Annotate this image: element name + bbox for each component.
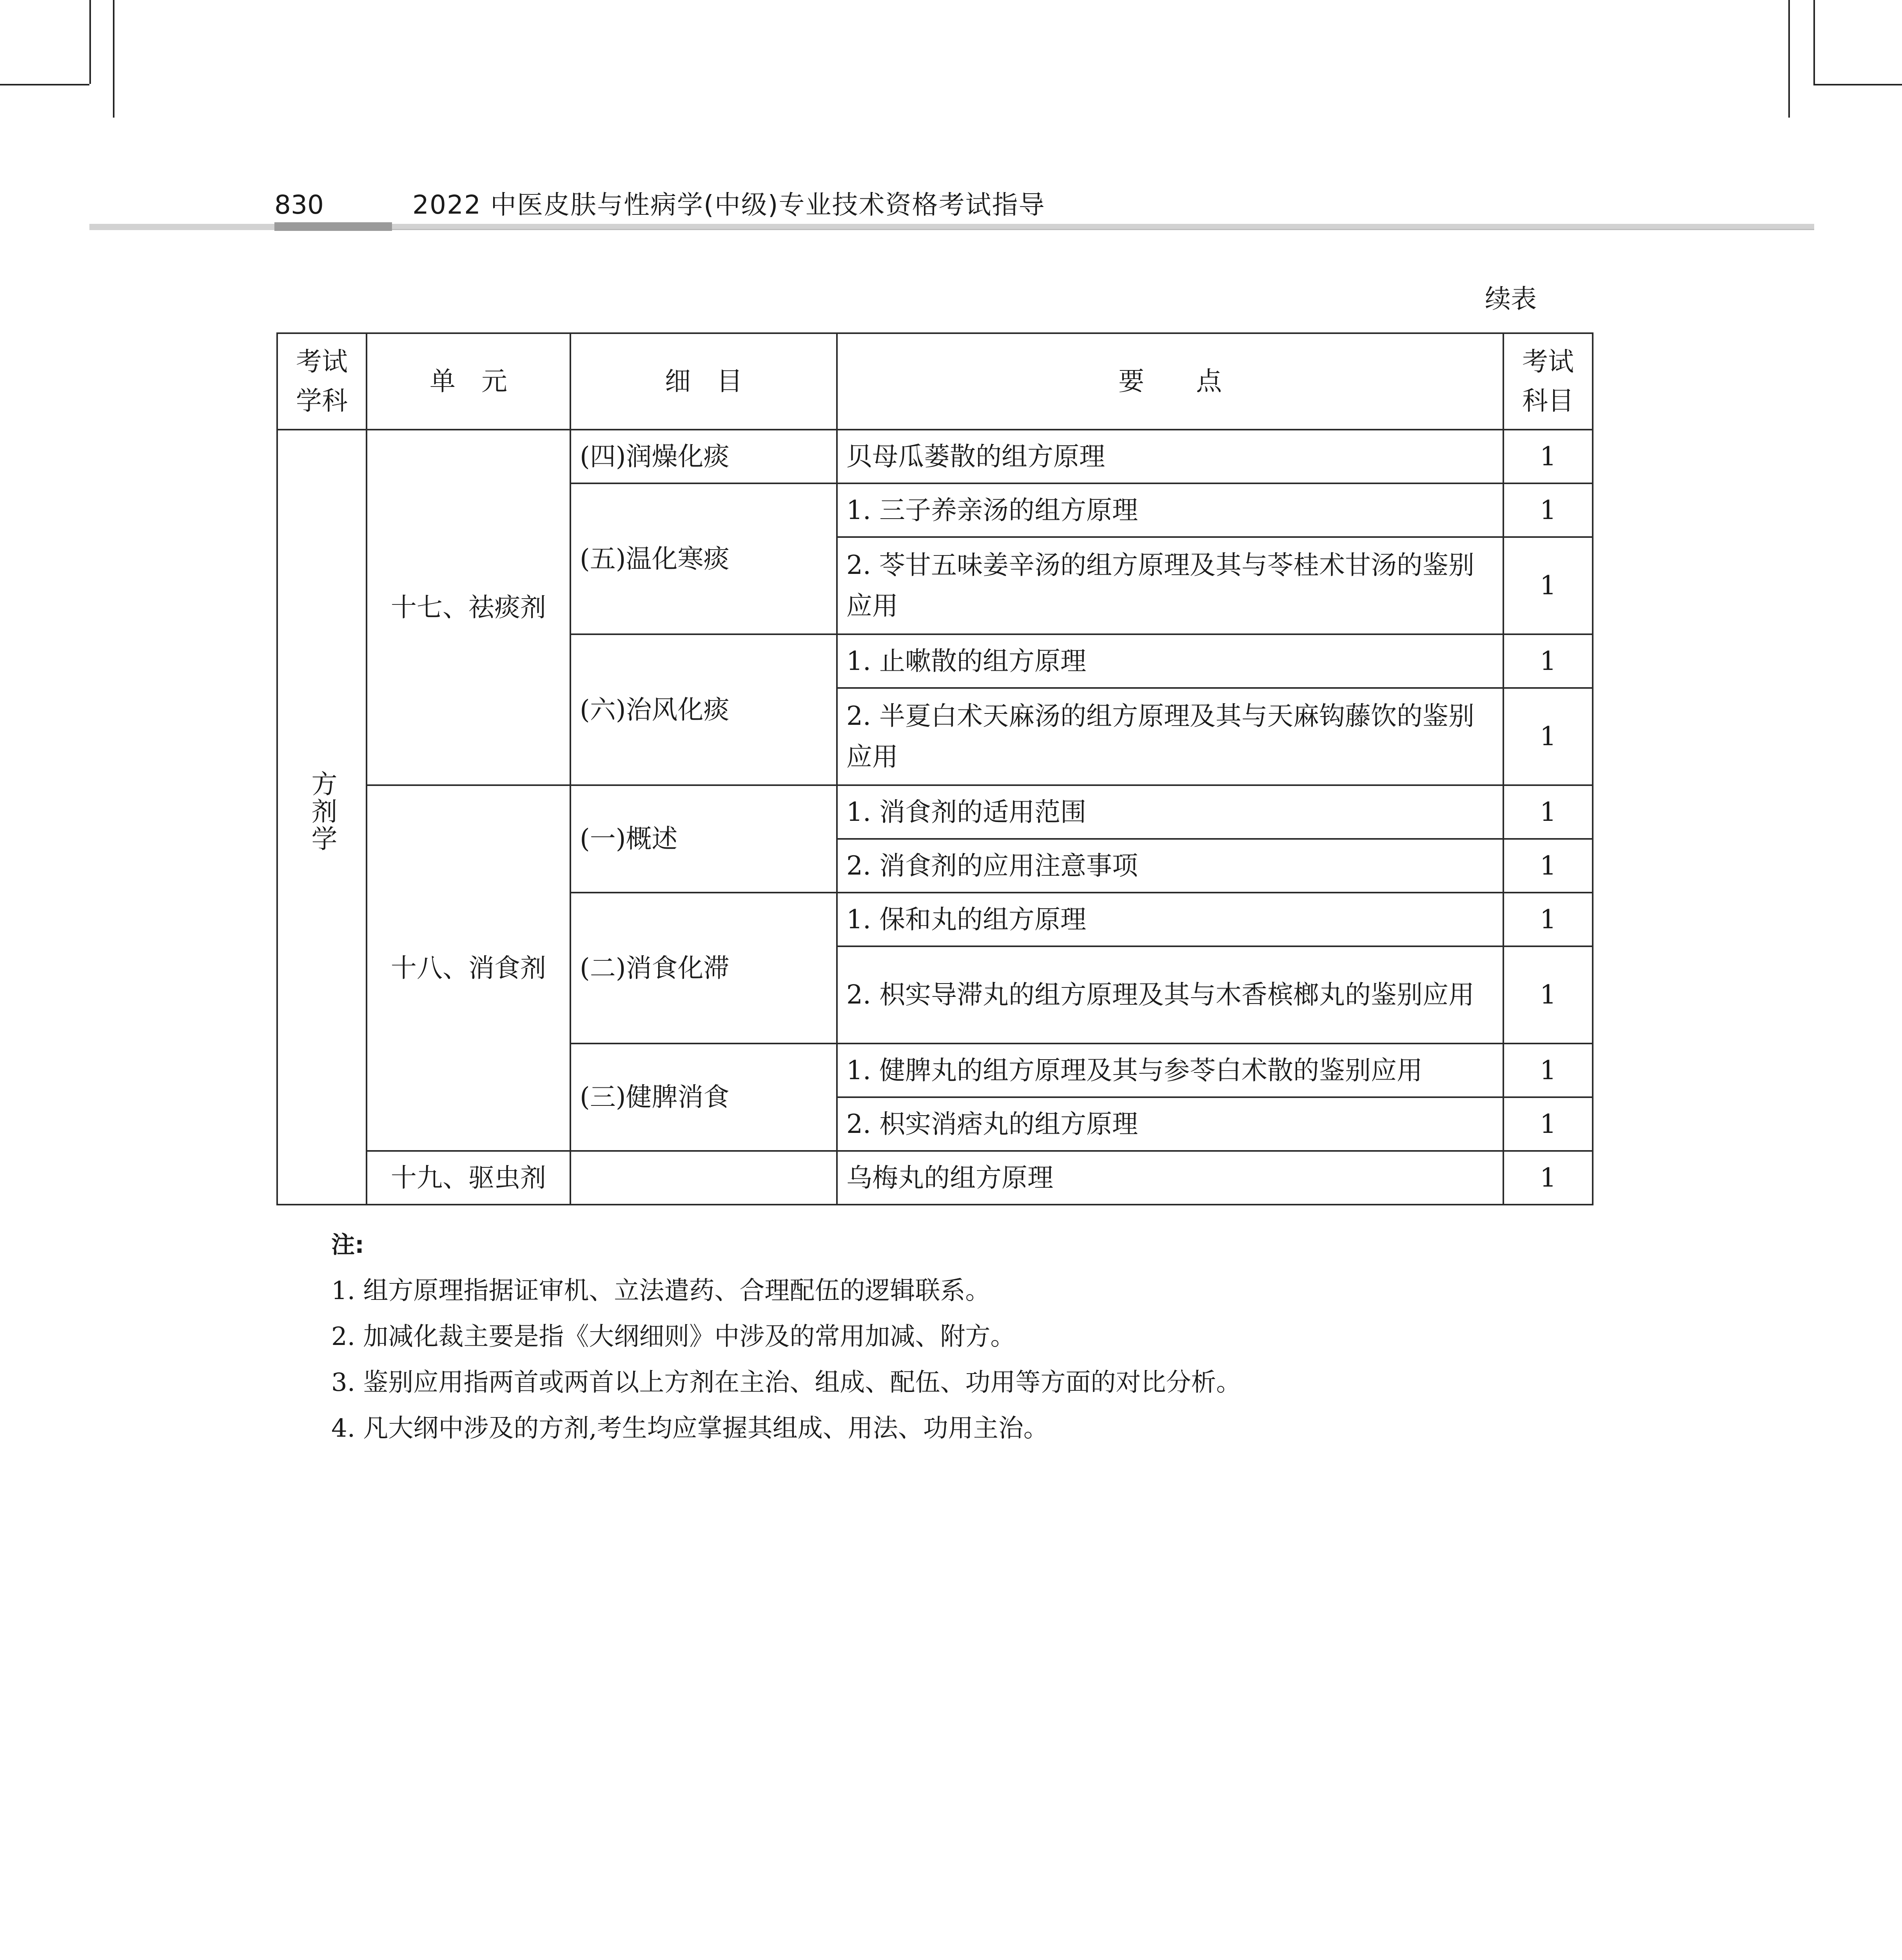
note-item: 1. 组方原理指据证审机、立法遣药、合理配伍的逻辑联系。 [331,1276,991,1305]
table-row [277,430,1593,483]
point-cell: 1. 三子养亲汤的组方原理 [837,483,1503,537]
table-row [277,1151,1593,1205]
crop-mark [1813,0,1815,84]
point-cell: 2. 枳实导滞丸的组方原理及其与木香槟榔丸的鉴别应用 [837,946,1503,1044]
running-header-title: 2022 中医皮肤与性病学(中级)专业技术资格考试指导 [412,190,1045,220]
point-cell: 2. 半夏白术天麻汤的组方原理及其与天麻钩藤饮的鉴别应用 [837,688,1503,785]
value-cell: 1 [1503,1044,1593,1097]
value-cell: 1 [1503,839,1593,893]
detail-cell: (四)润燥化痰 [570,430,837,483]
continued-label: 续表 [1485,284,1537,314]
value-cell: 1 [1503,1097,1593,1151]
crop-mark [89,0,91,84]
header-key-points: 要 点 [837,333,1503,430]
unit-cell: 十九、驱虫剂 [367,1151,570,1205]
page-number: 830 [274,190,324,220]
header-rule-thin [392,229,1814,230]
point-cell: 1. 止嗽散的组方原理 [837,634,1503,688]
value-cell: 1 [1503,946,1593,1044]
header-rule-accent [274,222,392,231]
point-cell: 1. 健脾丸的组方原理及其与参苓白术散的鉴别应用 [837,1044,1503,1097]
detail-cell: (二)消食化滞 [570,893,837,1044]
subject-cell: 方剂学 [277,430,367,1205]
table-row [277,785,1593,839]
note-item: 2. 加减化裁主要是指《大纲细则》中涉及的常用加减、附方。 [331,1322,1016,1351]
crop-mark [1813,84,1902,85]
detail-cell: (一)概述 [570,785,837,893]
unit-cell: 十七、祛痰剂 [367,430,570,785]
value-cell: 1 [1503,688,1593,785]
value-cell: 1 [1503,634,1593,688]
notes [331,1222,1586,1452]
header-detail: 细 目 [570,333,837,430]
crop-mark [113,0,114,118]
header-subject: 考试学科 [277,333,367,430]
value-cell: 1 [1503,1151,1593,1205]
crop-mark [0,84,89,85]
syllabus-table [276,332,1593,1205]
point-cell: 2. 消食剂的应用注意事项 [837,839,1503,893]
detail-cell [570,1151,837,1205]
value-cell: 1 [1503,537,1593,634]
note-item: 3. 鉴别应用指两首或两首以上方剂在主治、组成、配伍、功用等方面的对比分析。 [331,1368,1241,1397]
crop-mark [1788,0,1790,118]
value-cell: 1 [1503,430,1593,483]
header-exam-subject: 考试科目 [1503,333,1593,430]
notes-title: 注: [331,1231,364,1259]
point-cell: 2. 枳实消痞丸的组方原理 [837,1097,1503,1151]
point-cell: 1. 消食剂的适用范围 [837,785,1503,839]
value-cell: 1 [1503,483,1593,537]
detail-cell: (三)健脾消食 [570,1044,837,1151]
detail-cell: (六)治风化痰 [570,634,837,785]
unit-cell: 十八、消食剂 [367,785,570,1151]
detail-cell: (五)温化寒痰 [570,483,837,634]
note-item: 4. 凡大纲中涉及的方剂,考生均应掌握其组成、用法、功用主治。 [331,1414,1049,1443]
point-cell: 贝母瓜蒌散的组方原理 [837,430,1503,483]
point-cell: 乌梅丸的组方原理 [837,1151,1503,1205]
table-header-row [277,333,1593,430]
point-cell: 2. 苓甘五味姜辛汤的组方原理及其与苓桂术甘汤的鉴别应用 [837,537,1503,634]
header-unit: 单 元 [367,333,570,430]
point-cell: 1. 保和丸的组方原理 [837,893,1503,946]
value-cell: 1 [1503,785,1593,839]
value-cell: 1 [1503,893,1593,946]
